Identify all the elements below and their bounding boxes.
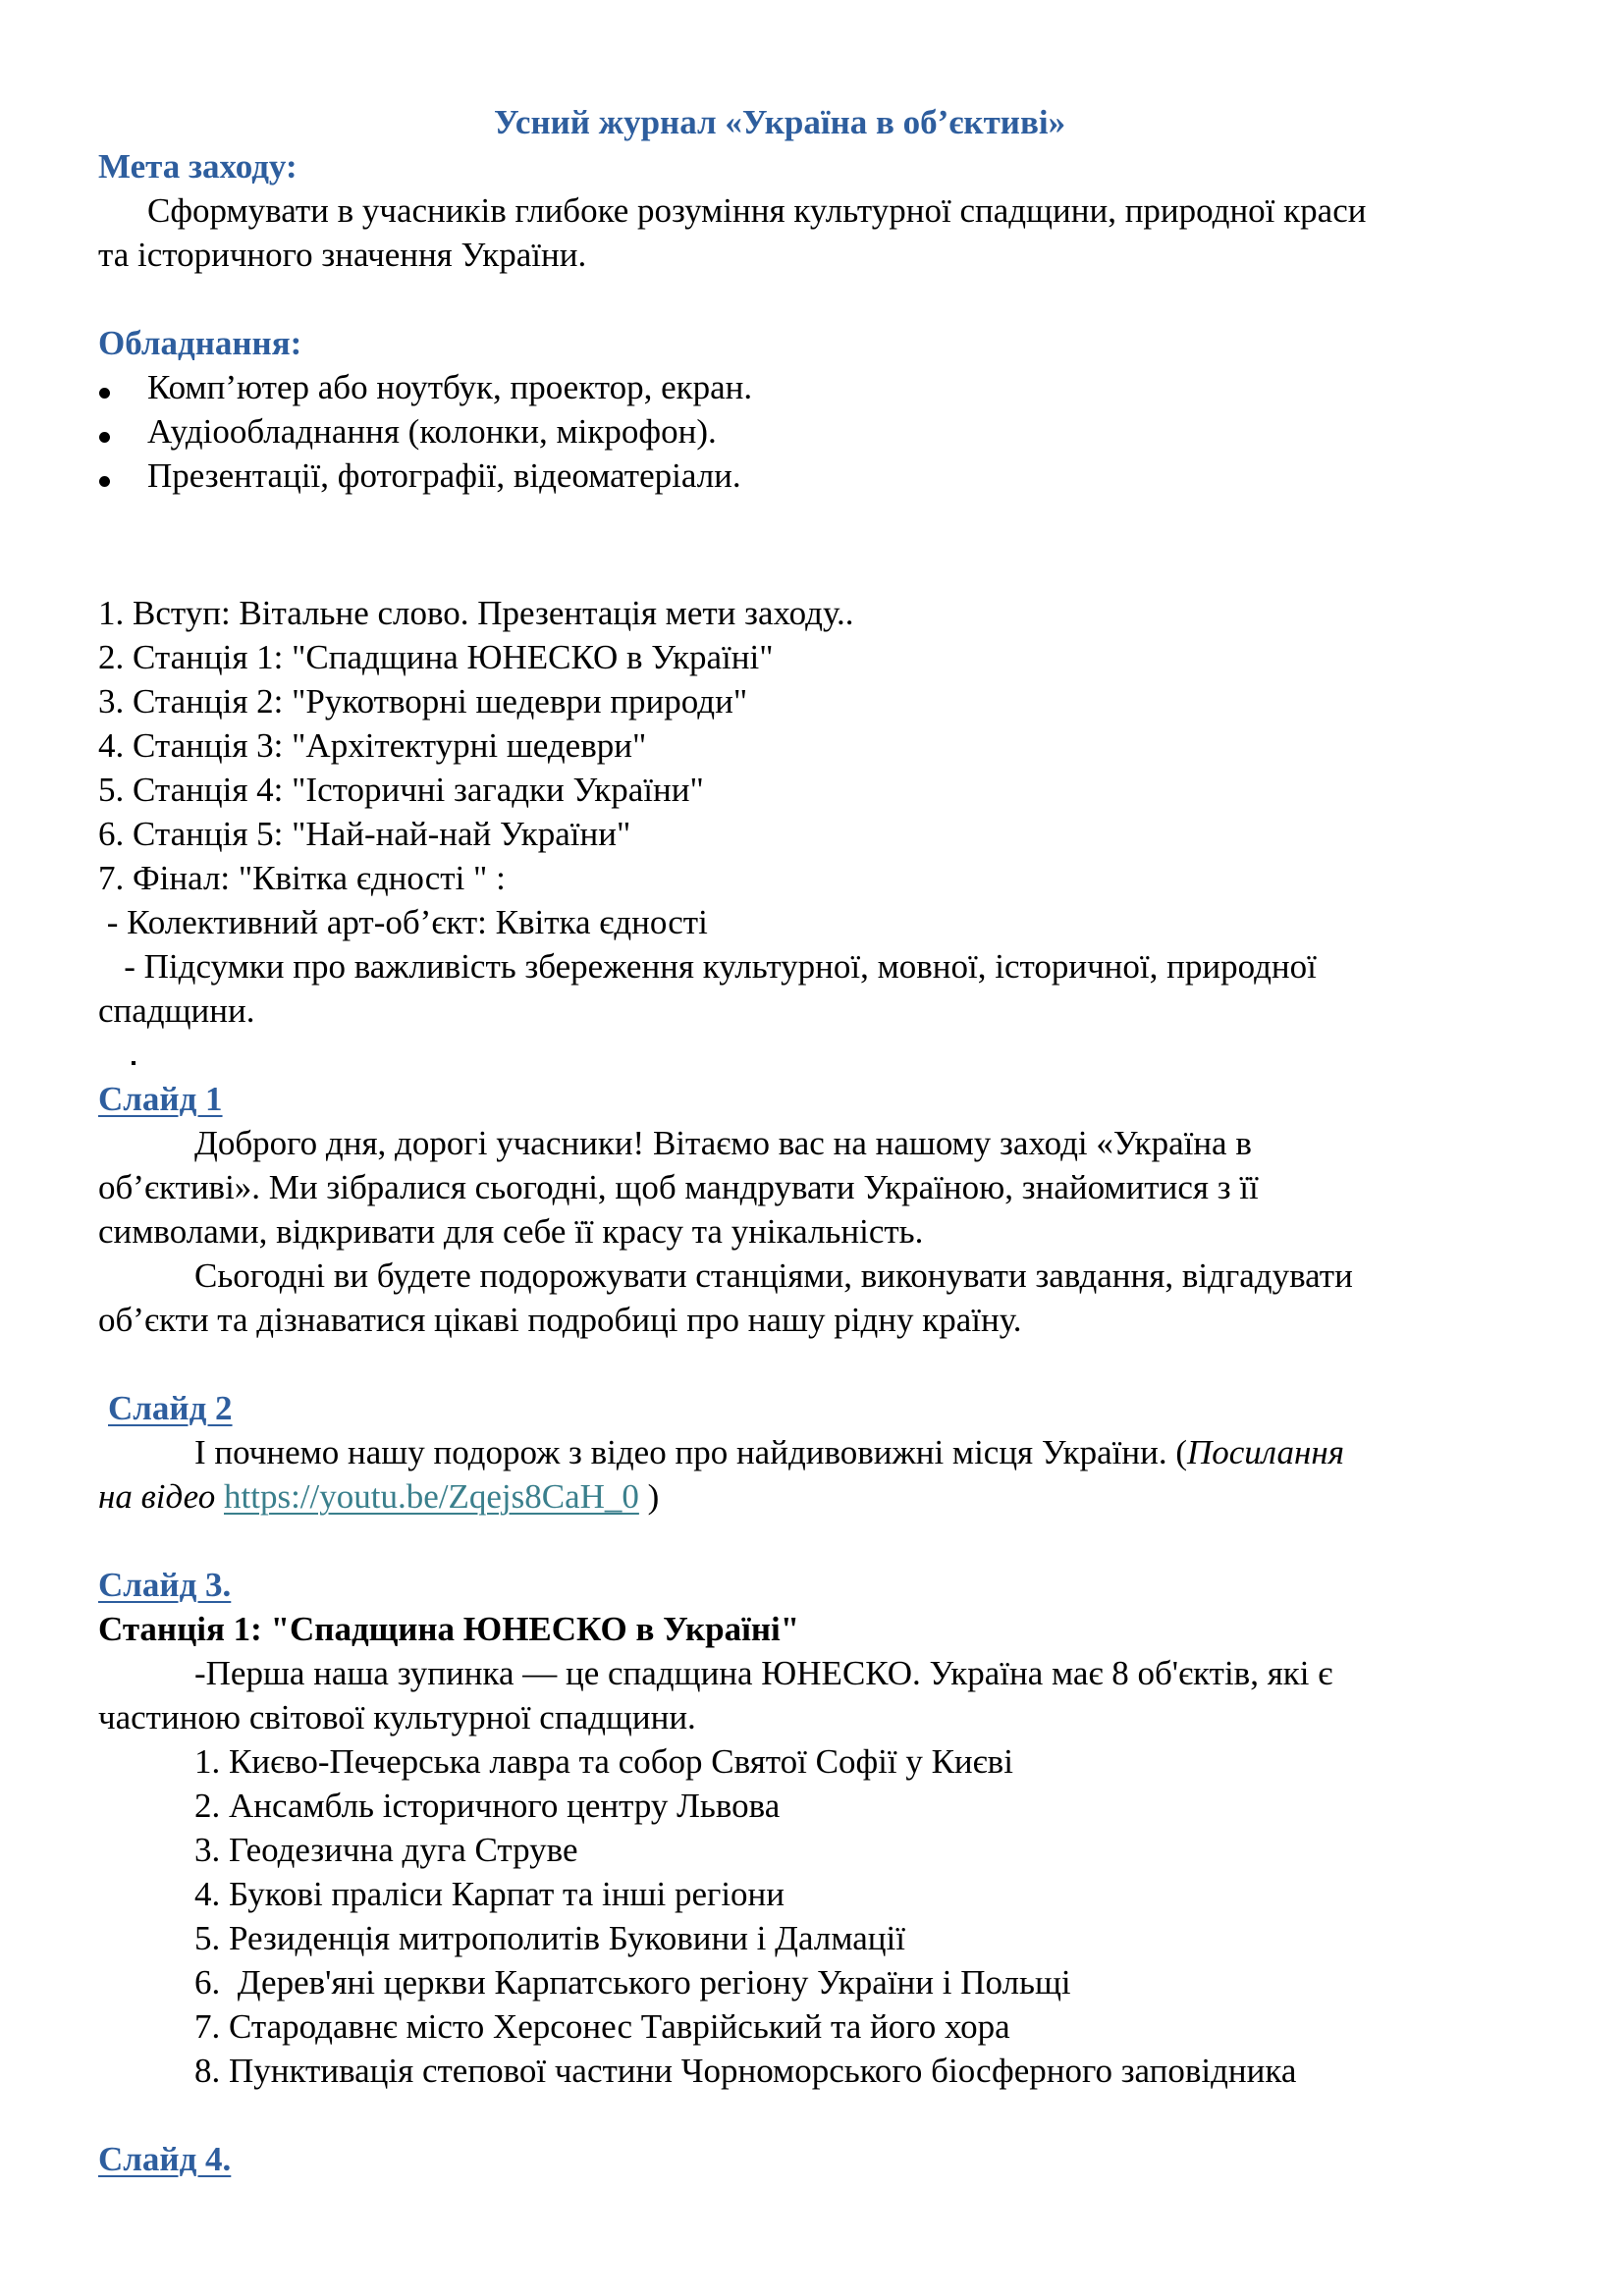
equipment-item: Аудіообладнання (колонки, мікрофон). (147, 412, 717, 451)
plan-item: спадщини. (98, 991, 255, 1030)
plan-item: - Колективний арт-об’єкт: Квітка єдності (98, 903, 708, 941)
equipment-item: Комп’ютер або ноутбук, проектор, екран. (147, 368, 753, 406)
stray-dot (132, 1061, 135, 1065)
plan-item: 6. Станція 5: "Най-най-най України" (98, 815, 631, 853)
unesco-item: 6. Дерев'яні церкви Карпатського регіону України і Польщі (194, 1963, 1071, 2002)
slide2-text: І почнемо нашу подорож з відео про найдивовижні місця України. (Посилання (194, 1433, 1344, 1471)
equipment-item: Презентації, фотографії, відеоматеріали. (147, 456, 741, 495)
slide2-italic: Посилання (1186, 1433, 1344, 1471)
slide1-heading: Слайд 1 (98, 1080, 223, 1118)
goal-text-line1: Сформувати в учасників глибоке розуміння культурної спадщини, природної краси (147, 191, 1367, 230)
plan-item: 7. Фінал: "Квітка єдності " : (98, 859, 506, 897)
slide4-heading: Слайд 4. (98, 2140, 232, 2178)
slide1-text: об’єктиві». Ми зібралися сьогодні, щоб мандрувати Україною, знайомитися з її (98, 1168, 1259, 1206)
slide1-text: об’єкти та дізнаватися цікаві подробиці про нашу рідну країну. (98, 1301, 1022, 1339)
slide2-text: на відео https://youtu.be/Zqejs8CaH_0 ) (98, 1477, 660, 1516)
plan-item: 4. Станція 3: "Архітектурні шедеври" (98, 726, 647, 765)
unesco-item: 3. Геодезична дуга Струве (194, 1831, 578, 1869)
goal-text-line2: та історичного значення України. (98, 236, 587, 274)
bullet-icon (99, 476, 110, 487)
unesco-item: 1. Києво-Печерська лавра та собор Святої Софії у Києві (194, 1742, 1013, 1781)
plan-item: 1. Вступ: Вітальне слово. Презентація мети заходу.. (98, 594, 854, 632)
plan-item: 2. Станція 1: "Спадщина ЮНЕСКО в Україні" (98, 638, 774, 676)
slide1-text: Сьогодні ви будете подорожувати станціями, виконувати завдання, відгадувати (194, 1256, 1353, 1295)
video-link[interactable]: https://youtu.be/Zqejs8CaH_0 (224, 1477, 639, 1516)
unesco-item: 5. Резиденція митрополитів Буковини і Далмації (194, 1919, 905, 1957)
plan-item: 5. Станція 4: "Історичні загадки України" (98, 771, 704, 809)
station1-intro: частиною світової культурної спадщини. (98, 1698, 696, 1736)
station1-heading: Станція 1: "Спадщина ЮНЕСКО в Україні" (98, 1610, 800, 1648)
slide3-heading: Слайд 3. (98, 1566, 232, 1604)
unesco-item: 8. Пунктивація степової частини Чорноморського біосферного заповідника (194, 2052, 1297, 2090)
goal-heading: Мета заходу: (98, 147, 298, 186)
unesco-item: 4. Букові праліси Карпат та інші регіони (194, 1875, 785, 1913)
document-title: Усний журнал «Україна в об’єктиві» (494, 103, 1066, 141)
plan-item: - Підсумки про важливість збереження культурної, мовної, історичної, природної (98, 947, 1317, 986)
unesco-item: 2. Ансамбль історичного центру Львова (194, 1787, 781, 1825)
bullet-icon (99, 388, 110, 399)
station1-intro: -Перша наша зупинка — це спадщина ЮНЕСКО. Україна має 8 об'єктів, які є (194, 1654, 1333, 1692)
bullet-icon (99, 432, 110, 443)
plan-item: 3. Станція 2: "Рукотворні шедеври природи" (98, 682, 748, 721)
equipment-heading: Обладнання: (98, 324, 302, 362)
slide1-text: символами, відкривати для себе її красу та унікальність. (98, 1212, 924, 1251)
unesco-item: 7. Стародавнє місто Херсонес Таврійський та його хора (194, 2007, 1010, 2046)
slide2-heading: Слайд 2 (108, 1389, 233, 1427)
slide1-text: Доброго дня, дорогі учасники! Вітаємо вас на нашому заході «Україна в (194, 1124, 1252, 1162)
slide2-italic: на відео (98, 1477, 216, 1516)
